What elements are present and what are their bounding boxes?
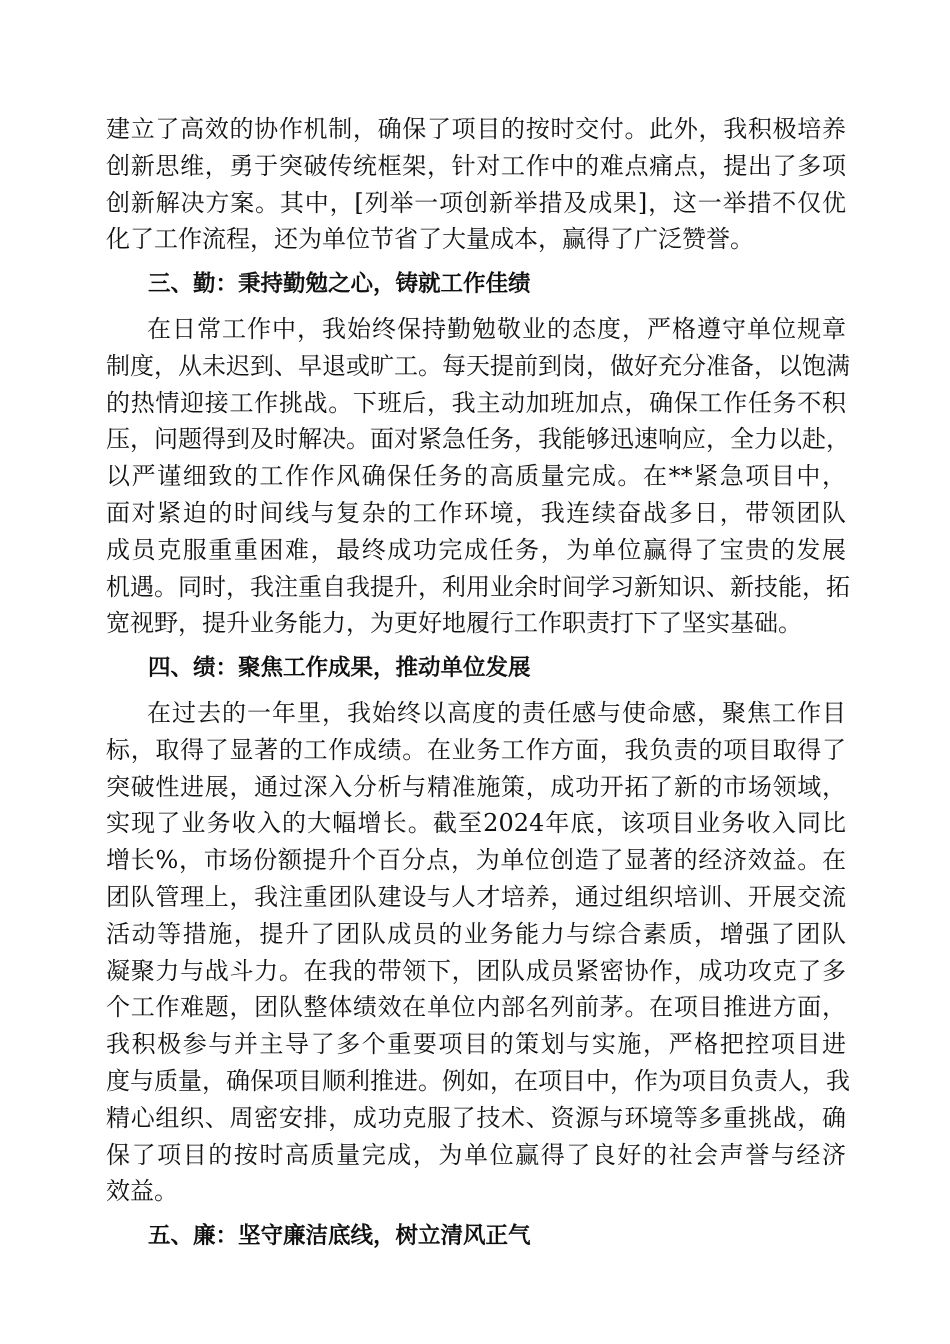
paragraph-line: 我积极参与并主导了多个重要项目的策划与实施，严格把控项目进 [106,1030,846,1059]
paragraph-line: 效益。 [106,1177,178,1206]
paragraph-line: 创新解决方案。其中，[列举一项创新举措及成果]，这一举措不仅优 [106,188,846,217]
paragraph-line: 活动等措施，提升了团队成员的业务能力与综合素质，增强了团队 [106,919,846,948]
paragraph-line: 创新思维，勇于突破传统框架，针对工作中的难点痛点，提出了多项 [106,151,846,180]
paragraph-line: 增长%，市场份额提升个百分点，为单位创造了显著的经济效益。在 [106,846,846,875]
paragraph-line: 在日常工作中，我始终保持勤勉敬业的态度，严格遵守单位规章 [147,314,846,343]
paragraph-line: 制度，从未迟到、早退或旷工。每天提前到岗，做好充分准备，以饱满 [106,351,850,380]
paragraph-line: 以严谨细致的工作作风确保任务的高质量完成。在**紧急项目中， [106,462,846,491]
paragraph-line: 度与质量，确保项目顺利推进。例如，在项目中，作为项目负责人，我 [106,1066,850,1095]
section-heading-performance: 四、绩：聚焦工作成果，推动单位发展 [148,655,531,682]
paragraph-line: 实现了业务收入的大幅增长。截至2024年底，该项目业务收入同比 [106,809,846,838]
paragraph-line: 建立了高效的协作机制，确保了项目的按时交付。此外，我积极培养 [106,115,846,143]
paragraph-line: 团队管理上，我注重团队建设与人才培养，通过组织培训、开展交流 [106,882,846,911]
paragraph-line: 的热情迎接工作挑战。下班后，我主动加班加点，确保工作任务不积 [106,388,846,417]
document-page [106,111,850,1263]
paragraph-line: 机遇。同时，我注重自我提升，利用业余时间学习新知识、新技能，拓 [106,572,850,601]
paragraph-line: 精心组织、周密安排，成功克服了技术、资源与环境等多重挑战，确 [106,1103,846,1132]
paragraph-line: 化了工作流程，还为单位节省了大量成本，赢得了广泛赞誉。 [106,225,754,254]
paragraph-line: 保了项目的按时高质量完成，为单位赢得了良好的社会声誉与经济 [106,1140,846,1169]
section-heading-diligence: 三、勤：秉持勤勉之心，铸就工作佳绩 [148,271,531,298]
section-paragraph-performance [106,695,850,1210]
paragraph-line: 凝聚力与战斗力。在我的带领下，团队成员紧密协作，成功攻克了多 [106,956,846,985]
paragraph-line: 压，问题得到及时解决。面对紧急任务，我能够迅速响应，全力以赴， [106,425,850,454]
section-paragraph-diligence [106,311,850,642]
paragraph-line: 面对紧迫的时间线与复杂的工作环境，我连续奋战多日，带领团队 [106,498,846,527]
intro-paragraph [106,111,846,258]
paragraph-line: 突破性进展，通过深入分析与精准施策，成功开拓了新的市场领域， [106,772,846,801]
paragraph-line: 在过去的一年里，我始终以高度的责任感与使命感，聚焦工作目 [147,698,846,727]
paragraph-line: 个工作难题，团队整体绩效在单位内部名列前茅。在项目推进方面， [106,993,846,1022]
paragraph-line: 成员克服重重困难，最终成功完成任务，为单位赢得了宝贵的发展 [106,535,846,564]
paragraph-line: 宽视野，提升业务能力，为更好地履行工作职责打下了坚实基础。 [106,609,802,638]
paragraph-line: 标，取得了显著的工作成绩。在业务工作方面，我负责的项目取得了 [106,735,846,764]
section-heading-integrity: 五、廉：坚守廉洁底线，树立清风正气 [148,1223,531,1250]
